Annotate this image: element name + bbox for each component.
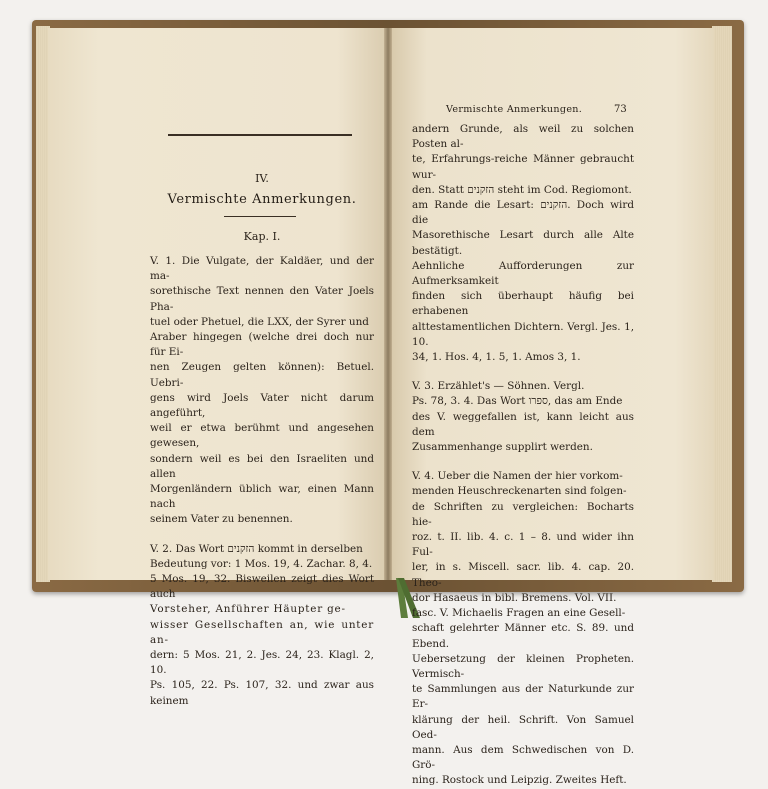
text-line: ning. Rostock und Leipzig. Zweites Heft. <box>412 774 627 787</box>
text-line: fasc. V. Michaelis Fragen an eine Gesell- <box>412 607 626 620</box>
page-number: 73 <box>614 104 627 115</box>
text-line: V. 2. Das Wort הזקנים kommt in derselben <box>150 542 363 555</box>
text-line: Uebersetzung der kleinen Propheten. Vermisch- <box>412 652 634 680</box>
text-line: sorethische Text nennen den Vater Joels Pha- <box>150 285 374 313</box>
text-line: Aehnliche Aufforderungen zur Aufmerksamkeit <box>412 259 634 288</box>
text-line: V. 1. Die Vulgate, der Kaldäer, und der ma- <box>150 255 374 283</box>
text-line: Bedeutung vor: 1 Mos. 19, 4. Zachar. 8, 4. <box>150 557 373 570</box>
text-line: 34, 1. Hos. 4, 1. 5, 1. Amos 3, 1. <box>412 351 581 364</box>
title-rule <box>224 216 296 217</box>
text-line: schaft gelehrter Männer etc. S. 89. und Ebend. <box>412 622 634 650</box>
text-line: mann. Aus dem Schwedischen von D. Grö- <box>412 743 634 772</box>
text-line: V. 3. Erzählet's — Söhnen. Vergl. <box>412 380 585 393</box>
text-line: roz. t. II. lib. 4. c. 1 – 8. und wider ihn Ful- <box>412 531 634 559</box>
section-numeral: IV. <box>255 172 269 185</box>
text-line: seinem Vater zu benennen. <box>150 513 293 526</box>
section-title: Vermischte Anmerkungen. <box>167 192 357 207</box>
text-line: Zusammenhange supplirt werden. <box>412 441 593 454</box>
text-line: ler, in s. Miscell. sacr. lib. 4. cap. 20. Theo- <box>412 561 634 589</box>
text-line: Vorsteher, Anführer Häupter ge- <box>150 603 346 616</box>
text-line: wisser Gesellschaften an, wie unter an- <box>150 618 374 646</box>
page-edges-right <box>712 26 732 582</box>
text-line: menden Heuschreckenarten sind folgen- <box>412 485 627 498</box>
text-line: andern Grunde, als weil zu solchen Posten al- <box>412 123 634 151</box>
text-line: Ps. 78, 3. 4. Das Wort ספרו, das am Ende <box>412 395 623 408</box>
chapter-heading: Kap. I. <box>243 230 281 243</box>
text-line: gens wird Joels Vater nicht darum angeführt, <box>150 391 374 420</box>
book-gutter <box>384 28 392 580</box>
text-line: de Schriften zu vergleichen: Bocharts hie- <box>412 500 634 528</box>
text-line: Ps. 105, 22. Ps. 107, 32. und zwar aus keinem <box>150 679 374 707</box>
text-line: am Rande die Lesart: הזקנים. Doch wird die <box>412 199 634 227</box>
text-line: te Sammlungen aus der Naturkunde zur Er- <box>412 683 634 711</box>
text-line: des V. weggefallen ist, kann leicht aus dem <box>412 410 634 438</box>
top-rule <box>168 134 352 136</box>
running-head: Vermischte Anmerkungen. <box>446 104 583 115</box>
text-line: Masorethische Lesart durch alle Alte bestätigt. <box>412 229 634 257</box>
text-line: alttestamentlichen Dichtern. Vergl. Jes. 1, 10. <box>412 320 634 348</box>
text-line: V. 4. Ueber die Namen der hier vorkom- <box>412 470 623 483</box>
left-text-column <box>150 254 374 709</box>
text-line: finden sich überhaupt häufig bei erhabenen <box>412 290 634 318</box>
text-line: Morgenländern üblich war, einen Mann nach <box>150 483 374 511</box>
text-line: Araber hingegen (welche drei doch nur für Ei- <box>150 331 374 359</box>
text-line: dern: 5 Mos. 21, 2. Jes. 24, 23. Klagl. 2, 10. <box>150 649 374 677</box>
text-line: 5 Mos. 19, 32. Bisweilen zeigt dies Wort auch <box>150 573 374 601</box>
right-text-column <box>412 122 634 789</box>
text-line: nen Zeugen gelten können): Betuel. Uebri- <box>150 361 374 389</box>
text-line: den. Statt הזקנים steht im Cod. Regiomont. <box>412 183 632 196</box>
text-line: tuel oder Phetuel, die LXX, der Syrer und <box>150 315 369 328</box>
text-line: weil er etwa berühmt und angesehen gewesen, <box>150 422 374 450</box>
text-line: klärung der heil. Schrift. Von Samuel Oed- <box>412 713 634 741</box>
text-line: sondern weil es bei den Israeliten und allen <box>150 452 374 480</box>
text-line: dor Hasaeus in bibl. Bremens. Vol. VII. <box>412 591 617 604</box>
text-line: te, Erfahrungs-reiche Männer gebraucht wur- <box>412 153 634 181</box>
